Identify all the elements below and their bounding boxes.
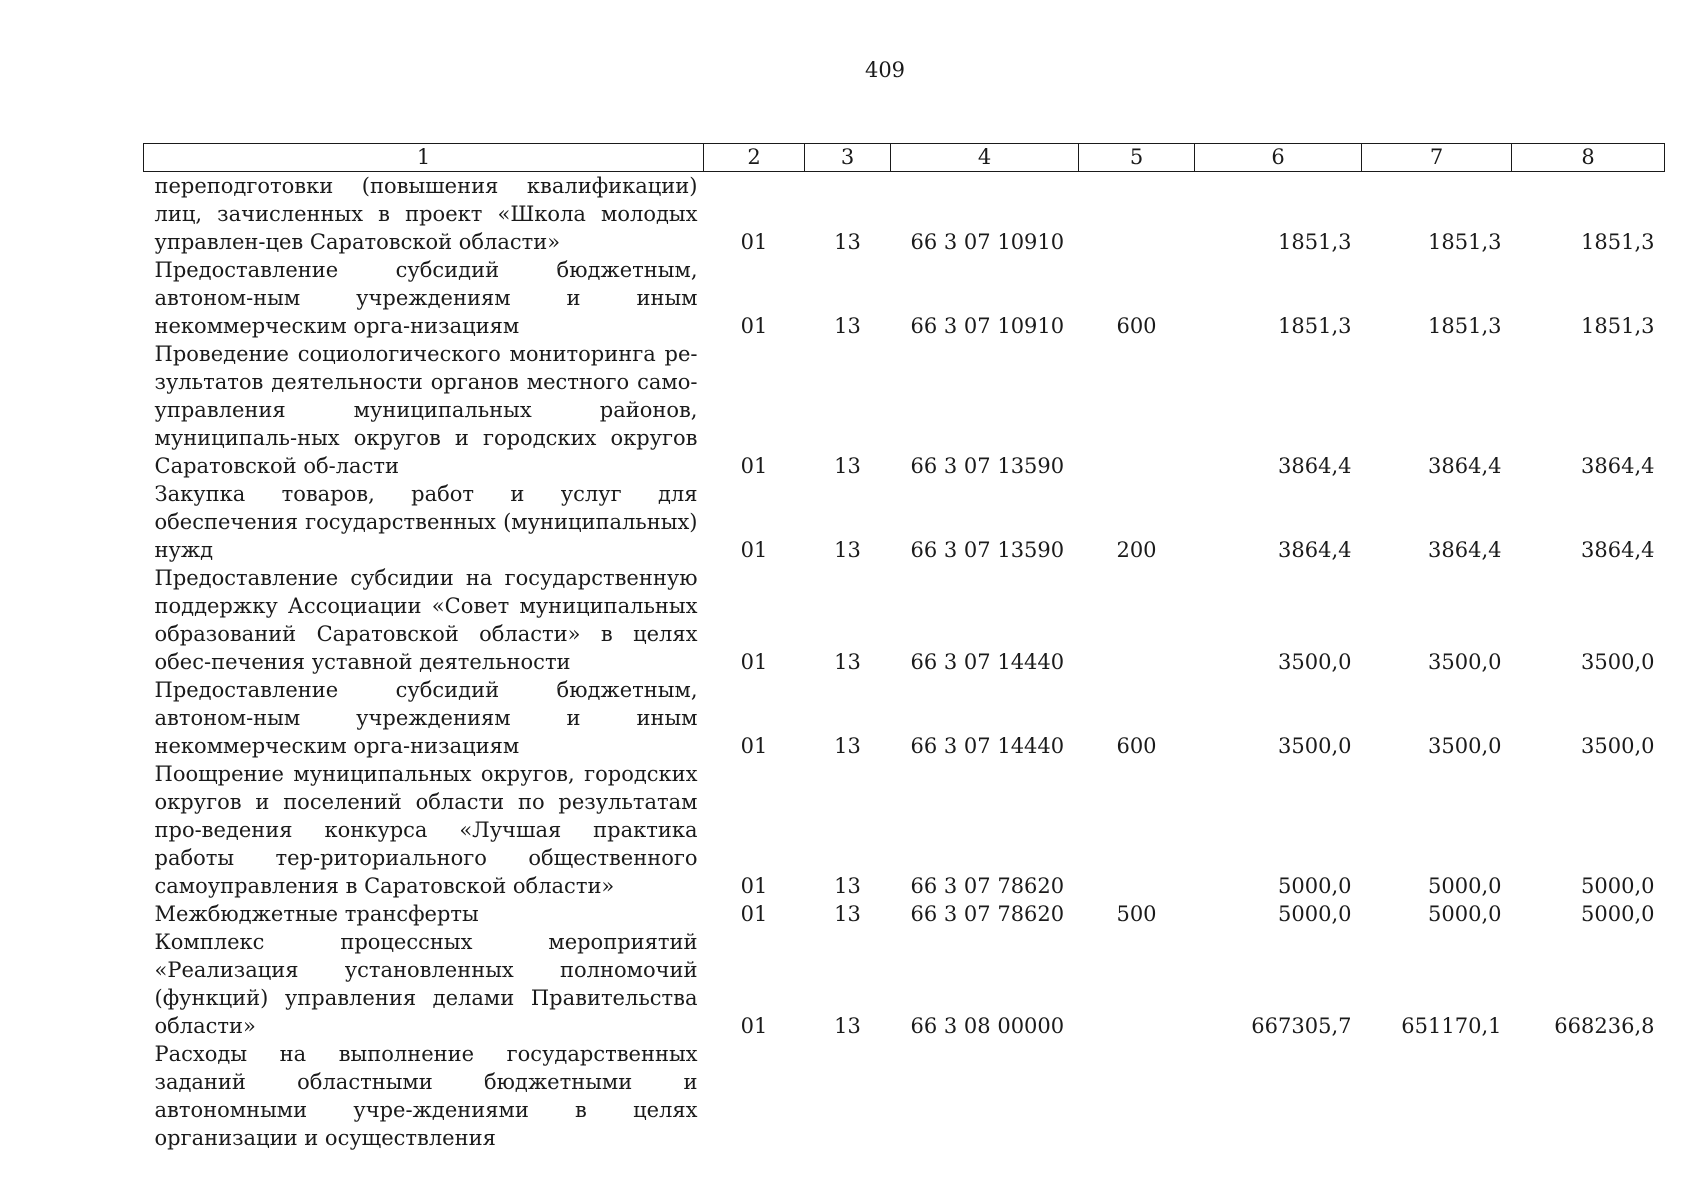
table-row bbox=[144, 564, 1665, 676]
row-expense-type bbox=[1079, 1040, 1195, 1152]
row-amount-year-1: 5000,0 bbox=[1278, 902, 1352, 926]
row-section: 01 bbox=[740, 734, 768, 758]
row-expense-type: 200 bbox=[1116, 538, 1157, 562]
row-description: Комплекс процессных мероприятий «Реализация установленных полномочий (функций) управления делами Правительства области» bbox=[154, 930, 698, 1038]
row-target-article: 66 3 07 78620 bbox=[910, 902, 1065, 926]
row-amount-year-3: 5000,0 bbox=[1581, 874, 1655, 898]
row-amount-year-1 bbox=[1195, 1040, 1362, 1152]
row-amount-year-3: 3500,0 bbox=[1581, 734, 1655, 758]
row-target-article: 66 3 07 14440 bbox=[910, 734, 1065, 758]
row-amount-year-3: 5000,0 bbox=[1581, 902, 1655, 926]
table-row bbox=[144, 900, 1665, 928]
row-amount-year-2: 5000,0 bbox=[1428, 902, 1502, 926]
row-subsection: 13 bbox=[834, 902, 861, 926]
row-description: Предоставление субсидий бюджетным, автоном-ным учреждениям и иным некоммерческим орга-низациям bbox=[154, 678, 698, 758]
row-amount-year-1: 3500,0 bbox=[1278, 650, 1352, 674]
row-amount-year-2: 1851,3 bbox=[1428, 314, 1502, 338]
row-subsection: 13 bbox=[834, 1014, 861, 1038]
row-expense-type bbox=[1079, 564, 1195, 676]
row-section: 01 bbox=[740, 902, 768, 926]
row-subsection: 13 bbox=[834, 230, 861, 254]
row-amount-year-2: 3500,0 bbox=[1428, 734, 1502, 758]
row-target-article: 66 3 08 00000 bbox=[910, 1014, 1065, 1038]
row-expense-type bbox=[1079, 340, 1195, 480]
row-amount-year-1: 5000,0 bbox=[1278, 874, 1352, 898]
row-subsection: 13 bbox=[834, 874, 861, 898]
row-description: Закупка товаров, работ и услуг для обеспечения государственных (муниципальных) нужд bbox=[154, 482, 698, 562]
row-section: 01 bbox=[740, 1014, 768, 1038]
table-row bbox=[144, 676, 1665, 760]
table-row bbox=[144, 172, 1665, 257]
column-header: 8 bbox=[1512, 144, 1665, 172]
row-amount-year-3: 3864,4 bbox=[1581, 538, 1655, 562]
column-header: 3 bbox=[805, 144, 891, 172]
row-section: 01 bbox=[740, 454, 768, 478]
row-subsection: 13 bbox=[834, 314, 861, 338]
budget-table bbox=[143, 143, 1665, 1152]
table-row bbox=[144, 760, 1665, 900]
row-amount-year-2: 3500,0 bbox=[1428, 650, 1502, 674]
column-header: 7 bbox=[1362, 144, 1512, 172]
row-amount-year-3 bbox=[1512, 1040, 1665, 1152]
row-section: 01 bbox=[740, 538, 768, 562]
row-amount-year-3: 668236,8 bbox=[1554, 1014, 1655, 1038]
row-expense-type bbox=[1079, 928, 1195, 1040]
column-header: 2 bbox=[704, 144, 805, 172]
row-target-article bbox=[891, 1040, 1079, 1152]
row-expense-type: 600 bbox=[1116, 734, 1157, 758]
row-subsection: 13 bbox=[834, 454, 861, 478]
row-section: 01 bbox=[740, 650, 768, 674]
table-row bbox=[144, 480, 1665, 564]
table-row bbox=[144, 928, 1665, 1040]
table-header-row bbox=[144, 144, 1665, 172]
column-header: 6 bbox=[1195, 144, 1362, 172]
row-target-article: 66 3 07 13590 bbox=[910, 538, 1065, 562]
row-target-article: 66 3 07 78620 bbox=[910, 874, 1065, 898]
row-amount-year-3: 1851,3 bbox=[1581, 230, 1655, 254]
column-header: 1 bbox=[144, 144, 704, 172]
row-description: Расходы на выполнение государственных заданий областными бюджетными и автономными учре-ждениями в целях организации и осуществления bbox=[154, 1042, 698, 1150]
row-amount-year-2: 651170,1 bbox=[1401, 1014, 1502, 1038]
row-target-article: 66 3 07 10910 bbox=[910, 314, 1065, 338]
row-section bbox=[704, 1040, 805, 1152]
row-section: 01 bbox=[740, 874, 768, 898]
row-amount-year-2: 1851,3 bbox=[1428, 230, 1502, 254]
row-subsection bbox=[805, 1040, 891, 1152]
column-header: 4 bbox=[891, 144, 1079, 172]
row-amount-year-3: 1851,3 bbox=[1581, 314, 1655, 338]
row-subsection: 13 bbox=[834, 538, 861, 562]
row-target-article: 66 3 07 14440 bbox=[910, 650, 1065, 674]
row-description: Проведение социологического мониторинга ре-зультатов деятельности органов местного само-управления муниципальных районов, муниципаль-ных округов и городских округов Саратовской об-ласти bbox=[154, 342, 698, 478]
row-amount-year-2: 3864,4 bbox=[1428, 454, 1502, 478]
row-expense-type: 500 bbox=[1116, 902, 1157, 926]
row-amount-year-1: 1851,3 bbox=[1278, 314, 1352, 338]
row-expense-type: 600 bbox=[1116, 314, 1157, 338]
row-amount-year-1: 3500,0 bbox=[1278, 734, 1352, 758]
row-amount-year-2: 3864,4 bbox=[1428, 538, 1502, 562]
row-amount-year-1: 667305,7 bbox=[1251, 1014, 1352, 1038]
table-row bbox=[144, 340, 1665, 480]
row-target-article: 66 3 07 13590 bbox=[910, 454, 1065, 478]
row-description: переподготовки (повышения квалификации) лиц, зачисленных в проект «Школа молодых управлен-цев Саратовской области» bbox=[154, 174, 698, 254]
row-amount-year-1: 3864,4 bbox=[1278, 454, 1352, 478]
row-amount-year-2 bbox=[1362, 1040, 1512, 1152]
row-description: Предоставление субсидий бюджетным, автоном-ным учреждениям и иным некоммерческим орга-низациям bbox=[154, 258, 698, 338]
row-description: Предоставление субсидии на государственную поддержку Ассоциации «Совет муниципальных образований Саратовской области» в целях обес-печения уставной деятельности bbox=[154, 566, 698, 674]
row-section: 01 bbox=[740, 314, 768, 338]
row-amount-year-2: 5000,0 bbox=[1428, 874, 1502, 898]
row-description: Поощрение муниципальных округов, городских округов и поселений области по результатам про-ведения конкурса «Лучшая практика работы тер-риториального общественного самоуправления в Саратовской области» bbox=[154, 762, 698, 898]
row-amount-year-1: 3864,4 bbox=[1278, 538, 1352, 562]
table-row bbox=[144, 1040, 1665, 1152]
row-amount-year-3: 3500,0 bbox=[1581, 650, 1655, 674]
row-target-article: 66 3 07 10910 bbox=[910, 230, 1065, 254]
row-subsection: 13 bbox=[834, 650, 861, 674]
row-description: Межбюджетные трансферты bbox=[154, 902, 479, 926]
row-expense-type bbox=[1079, 760, 1195, 900]
row-subsection: 13 bbox=[834, 734, 861, 758]
row-amount-year-3: 3864,4 bbox=[1581, 454, 1655, 478]
row-section: 01 bbox=[740, 230, 768, 254]
row-amount-year-1: 1851,3 bbox=[1278, 230, 1352, 254]
table-body bbox=[144, 172, 1665, 1153]
page-number: 409 bbox=[864, 58, 906, 82]
row-expense-type bbox=[1079, 172, 1195, 257]
column-header: 5 bbox=[1079, 144, 1195, 172]
table-row bbox=[144, 256, 1665, 340]
